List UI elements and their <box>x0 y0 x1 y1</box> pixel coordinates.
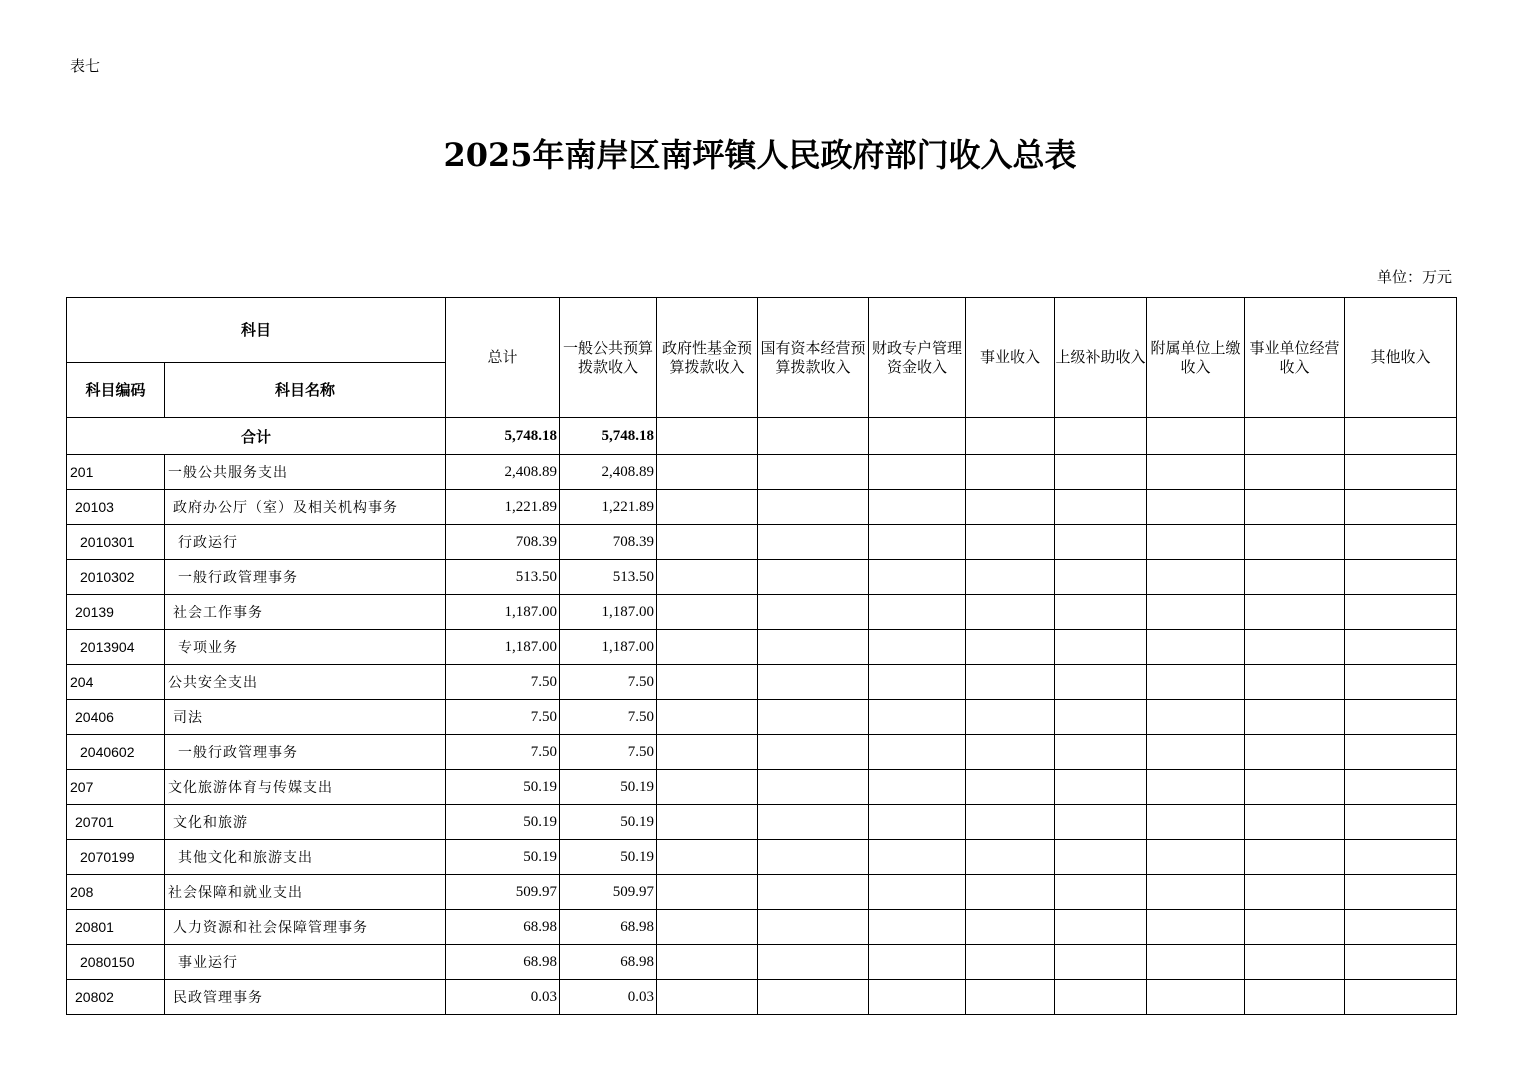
empty-cell <box>1147 560 1245 595</box>
empty-cell <box>758 665 869 700</box>
cell-total: 50.19 <box>446 770 560 805</box>
cell-name: 文化和旅游 <box>165 805 446 840</box>
unit-label: 单位：万元 <box>1376 268 1452 286</box>
empty-cell <box>758 595 869 630</box>
cell-name: 文化旅游体育与传媒支出 <box>165 770 446 805</box>
empty-cell <box>1147 735 1245 770</box>
empty-cell <box>657 630 758 665</box>
cell-name: 其他文化和旅游支出 <box>165 840 446 875</box>
empty-cell <box>1345 490 1457 525</box>
cell-total: 68.98 <box>446 945 560 980</box>
empty-cell <box>758 840 869 875</box>
cell-general-budget: 50.19 <box>560 770 657 805</box>
empty-cell <box>966 910 1055 945</box>
cell-code: 204 <box>67 665 165 700</box>
cell-code: 20103 <box>67 490 165 525</box>
empty-cell <box>966 490 1055 525</box>
empty-cell <box>1345 595 1457 630</box>
empty-cell <box>1147 945 1245 980</box>
empty-cell <box>1345 630 1457 665</box>
cell-general-budget: 708.39 <box>560 525 657 560</box>
total-row-total: 5,748.18 <box>446 418 560 455</box>
cell-general-budget: 0.03 <box>560 980 657 1015</box>
empty-cell <box>1245 490 1345 525</box>
cell-total: 7.50 <box>446 735 560 770</box>
empty-cell <box>1245 805 1345 840</box>
empty-cell <box>869 525 966 560</box>
cell-total: 68.98 <box>446 910 560 945</box>
empty-cell <box>1147 455 1245 490</box>
empty-cell <box>1345 770 1457 805</box>
empty-cell <box>869 945 966 980</box>
cell-total: 509.97 <box>446 875 560 910</box>
empty-cell <box>966 840 1055 875</box>
empty-cell <box>869 735 966 770</box>
empty-cell <box>1055 910 1147 945</box>
empty-cell <box>1245 840 1345 875</box>
empty-cell <box>1055 875 1147 910</box>
empty-cell <box>657 560 758 595</box>
empty-cell <box>758 805 869 840</box>
cell-total: 0.03 <box>446 980 560 1015</box>
table-row <box>67 840 1457 875</box>
header-business-income: 事业收入 <box>966 298 1055 418</box>
empty-cell <box>758 945 869 980</box>
empty-cell <box>758 525 869 560</box>
empty-cell <box>1245 630 1345 665</box>
cell-general-budget: 1,221.89 <box>560 490 657 525</box>
empty-cell <box>1345 665 1457 700</box>
cell-general-budget: 50.19 <box>560 805 657 840</box>
cell-total: 1,221.89 <box>446 490 560 525</box>
empty-cell <box>966 525 1055 560</box>
empty-cell <box>1345 840 1457 875</box>
empty-cell <box>869 910 966 945</box>
empty-cell <box>1055 630 1147 665</box>
empty-cell <box>1245 665 1345 700</box>
page-title: 2025年南岸区南坪镇人民政府部门收入总表 <box>443 136 1077 174</box>
cell-total: 7.50 <box>446 700 560 735</box>
empty-cell <box>869 418 966 455</box>
empty-cell <box>657 875 758 910</box>
empty-cell <box>966 595 1055 630</box>
empty-cell <box>1147 910 1245 945</box>
empty-cell <box>1055 455 1147 490</box>
cell-code: 2070199 <box>67 840 165 875</box>
empty-cell <box>1245 945 1345 980</box>
header-operating-income: 事业单位经营收入 <box>1245 298 1345 418</box>
empty-cell <box>966 805 1055 840</box>
empty-cell <box>1245 455 1345 490</box>
cell-name: 一般行政管理事务 <box>165 560 446 595</box>
empty-cell <box>1345 945 1457 980</box>
empty-cell <box>758 735 869 770</box>
header-total: 总计 <box>446 298 560 418</box>
empty-cell <box>657 490 758 525</box>
cell-name: 一般公共服务支出 <box>165 455 446 490</box>
empty-cell <box>1147 700 1245 735</box>
cell-code: 20701 <box>67 805 165 840</box>
empty-cell <box>1147 805 1245 840</box>
empty-cell <box>966 735 1055 770</box>
empty-cell <box>1147 980 1245 1015</box>
cell-total: 50.19 <box>446 805 560 840</box>
empty-cell <box>869 700 966 735</box>
empty-cell <box>1245 735 1345 770</box>
cell-general-budget: 7.50 <box>560 735 657 770</box>
total-row-label: 合计 <box>67 418 446 455</box>
header-subject: 科目 <box>67 298 446 363</box>
table-row <box>67 455 1457 490</box>
empty-cell <box>657 735 758 770</box>
empty-cell <box>1147 840 1245 875</box>
total-row <box>67 418 1457 455</box>
table-row <box>67 770 1457 805</box>
cell-code: 201 <box>67 455 165 490</box>
empty-cell <box>966 700 1055 735</box>
empty-cell <box>1345 980 1457 1015</box>
empty-cell <box>1245 418 1345 455</box>
empty-cell <box>869 665 966 700</box>
cell-code: 20406 <box>67 700 165 735</box>
empty-cell <box>966 630 1055 665</box>
cell-total: 1,187.00 <box>446 630 560 665</box>
empty-cell <box>1055 805 1147 840</box>
empty-cell <box>1147 630 1245 665</box>
empty-cell <box>1147 490 1245 525</box>
header-gov-fund: 政府性基金预算拨款收入 <box>657 298 758 418</box>
empty-cell <box>657 455 758 490</box>
table-row <box>67 490 1457 525</box>
empty-cell <box>1345 418 1457 455</box>
cell-general-budget: 68.98 <box>560 910 657 945</box>
cell-general-budget: 7.50 <box>560 665 657 700</box>
cell-general-budget: 68.98 <box>560 945 657 980</box>
table-row <box>67 560 1457 595</box>
empty-cell <box>758 910 869 945</box>
table-row <box>67 875 1457 910</box>
empty-cell <box>1147 595 1245 630</box>
empty-cell <box>1147 418 1245 455</box>
cell-code: 207 <box>67 770 165 805</box>
empty-cell <box>1055 595 1147 630</box>
header-general-budget: 一般公共预算拨款收入 <box>560 298 657 418</box>
header-name: 科目名称 <box>165 363 446 418</box>
cell-general-budget: 1,187.00 <box>560 595 657 630</box>
empty-cell <box>966 875 1055 910</box>
header-fiscal-special: 财政专户管理资金收入 <box>869 298 966 418</box>
empty-cell <box>966 560 1055 595</box>
cell-name: 事业运行 <box>165 945 446 980</box>
empty-cell <box>869 840 966 875</box>
empty-cell <box>758 980 869 1015</box>
empty-cell <box>869 805 966 840</box>
empty-cell <box>657 700 758 735</box>
empty-cell <box>1055 770 1147 805</box>
cell-general-budget: 513.50 <box>560 560 657 595</box>
cell-name: 社会保障和就业支出 <box>165 875 446 910</box>
table-row <box>67 630 1457 665</box>
cell-total: 2,408.89 <box>446 455 560 490</box>
empty-cell <box>657 525 758 560</box>
empty-cell <box>869 630 966 665</box>
table-row <box>67 805 1457 840</box>
empty-cell <box>869 980 966 1015</box>
table-row <box>67 910 1457 945</box>
empty-cell <box>657 418 758 455</box>
cell-code: 2013904 <box>67 630 165 665</box>
cell-total: 50.19 <box>446 840 560 875</box>
empty-cell <box>758 455 869 490</box>
empty-cell <box>1055 945 1147 980</box>
empty-cell <box>1055 735 1147 770</box>
cell-name: 司法 <box>165 700 446 735</box>
cell-code: 2040602 <box>67 735 165 770</box>
empty-cell <box>869 875 966 910</box>
empty-cell <box>966 665 1055 700</box>
table-row <box>67 980 1457 1015</box>
empty-cell <box>1245 770 1345 805</box>
empty-cell <box>758 418 869 455</box>
table-row <box>67 700 1457 735</box>
empty-cell <box>1147 525 1245 560</box>
empty-cell <box>966 770 1055 805</box>
empty-cell <box>966 455 1055 490</box>
empty-cell <box>1055 980 1147 1015</box>
empty-cell <box>1245 700 1345 735</box>
cell-name: 人力资源和社会保障管理事务 <box>165 910 446 945</box>
cell-code: 20802 <box>67 980 165 1015</box>
empty-cell <box>1055 418 1147 455</box>
empty-cell <box>1345 455 1457 490</box>
cell-general-budget: 50.19 <box>560 840 657 875</box>
cell-total: 513.50 <box>446 560 560 595</box>
table-number-label: 表七 <box>70 57 101 75</box>
total-row-general-budget: 5,748.18 <box>560 418 657 455</box>
empty-cell <box>1055 525 1147 560</box>
cell-code: 2010302 <box>67 560 165 595</box>
cell-general-budget: 1,187.00 <box>560 630 657 665</box>
empty-cell <box>1245 910 1345 945</box>
table-row <box>67 525 1457 560</box>
empty-cell <box>1245 980 1345 1015</box>
empty-cell <box>869 490 966 525</box>
empty-cell <box>869 770 966 805</box>
cell-general-budget: 7.50 <box>560 700 657 735</box>
empty-cell <box>657 910 758 945</box>
income-summary-table <box>66 297 1457 1015</box>
cell-total: 1,187.00 <box>446 595 560 630</box>
empty-cell <box>1245 560 1345 595</box>
empty-cell <box>1147 665 1245 700</box>
cell-name: 公共安全支出 <box>165 665 446 700</box>
empty-cell <box>758 700 869 735</box>
cell-code: 2080150 <box>67 945 165 980</box>
empty-cell <box>1147 770 1245 805</box>
empty-cell <box>1245 595 1345 630</box>
table-row <box>67 665 1457 700</box>
empty-cell <box>966 418 1055 455</box>
empty-cell <box>1055 490 1147 525</box>
header-other-income: 其他收入 <box>1345 298 1457 418</box>
empty-cell <box>869 595 966 630</box>
header-state-capital: 国有资本经营预算拨款收入 <box>758 298 869 418</box>
cell-general-budget: 2,408.89 <box>560 455 657 490</box>
cell-name: 行政运行 <box>165 525 446 560</box>
empty-cell <box>657 595 758 630</box>
table-row <box>67 735 1457 770</box>
cell-total: 708.39 <box>446 525 560 560</box>
header-code: 科目编码 <box>67 363 165 418</box>
cell-name: 专项业务 <box>165 630 446 665</box>
cell-code: 2010301 <box>67 525 165 560</box>
empty-cell <box>758 490 869 525</box>
empty-cell <box>869 560 966 595</box>
empty-cell <box>758 560 869 595</box>
empty-cell <box>1345 560 1457 595</box>
empty-cell <box>1345 735 1457 770</box>
empty-cell <box>758 630 869 665</box>
empty-cell <box>657 840 758 875</box>
empty-cell <box>1245 875 1345 910</box>
cell-total: 7.50 <box>446 665 560 700</box>
empty-cell <box>1055 700 1147 735</box>
cell-code: 20801 <box>67 910 165 945</box>
empty-cell <box>1345 805 1457 840</box>
cell-code: 20139 <box>67 595 165 630</box>
cell-general-budget: 509.97 <box>560 875 657 910</box>
header-affiliated-payment: 附属单位上缴收入 <box>1147 298 1245 418</box>
empty-cell <box>657 945 758 980</box>
empty-cell <box>657 665 758 700</box>
empty-cell <box>657 805 758 840</box>
empty-cell <box>966 980 1055 1015</box>
header-superior-subsidy: 上级补助收入 <box>1055 298 1147 418</box>
cell-name: 社会工作事务 <box>165 595 446 630</box>
cell-name: 政府办公厅（室）及相关机构事务 <box>165 490 446 525</box>
empty-cell <box>758 875 869 910</box>
empty-cell <box>1345 700 1457 735</box>
cell-name: 民政管理事务 <box>165 980 446 1015</box>
cell-name: 一般行政管理事务 <box>165 735 446 770</box>
empty-cell <box>1055 840 1147 875</box>
table-row <box>67 595 1457 630</box>
empty-cell <box>657 770 758 805</box>
table-row <box>67 945 1457 980</box>
empty-cell <box>1245 525 1345 560</box>
empty-cell <box>966 945 1055 980</box>
empty-cell <box>1147 875 1245 910</box>
empty-cell <box>758 770 869 805</box>
empty-cell <box>657 980 758 1015</box>
empty-cell <box>1055 560 1147 595</box>
empty-cell <box>1345 875 1457 910</box>
empty-cell <box>1055 665 1147 700</box>
cell-code: 208 <box>67 875 165 910</box>
empty-cell <box>1345 910 1457 945</box>
empty-cell <box>1345 525 1457 560</box>
empty-cell <box>869 455 966 490</box>
